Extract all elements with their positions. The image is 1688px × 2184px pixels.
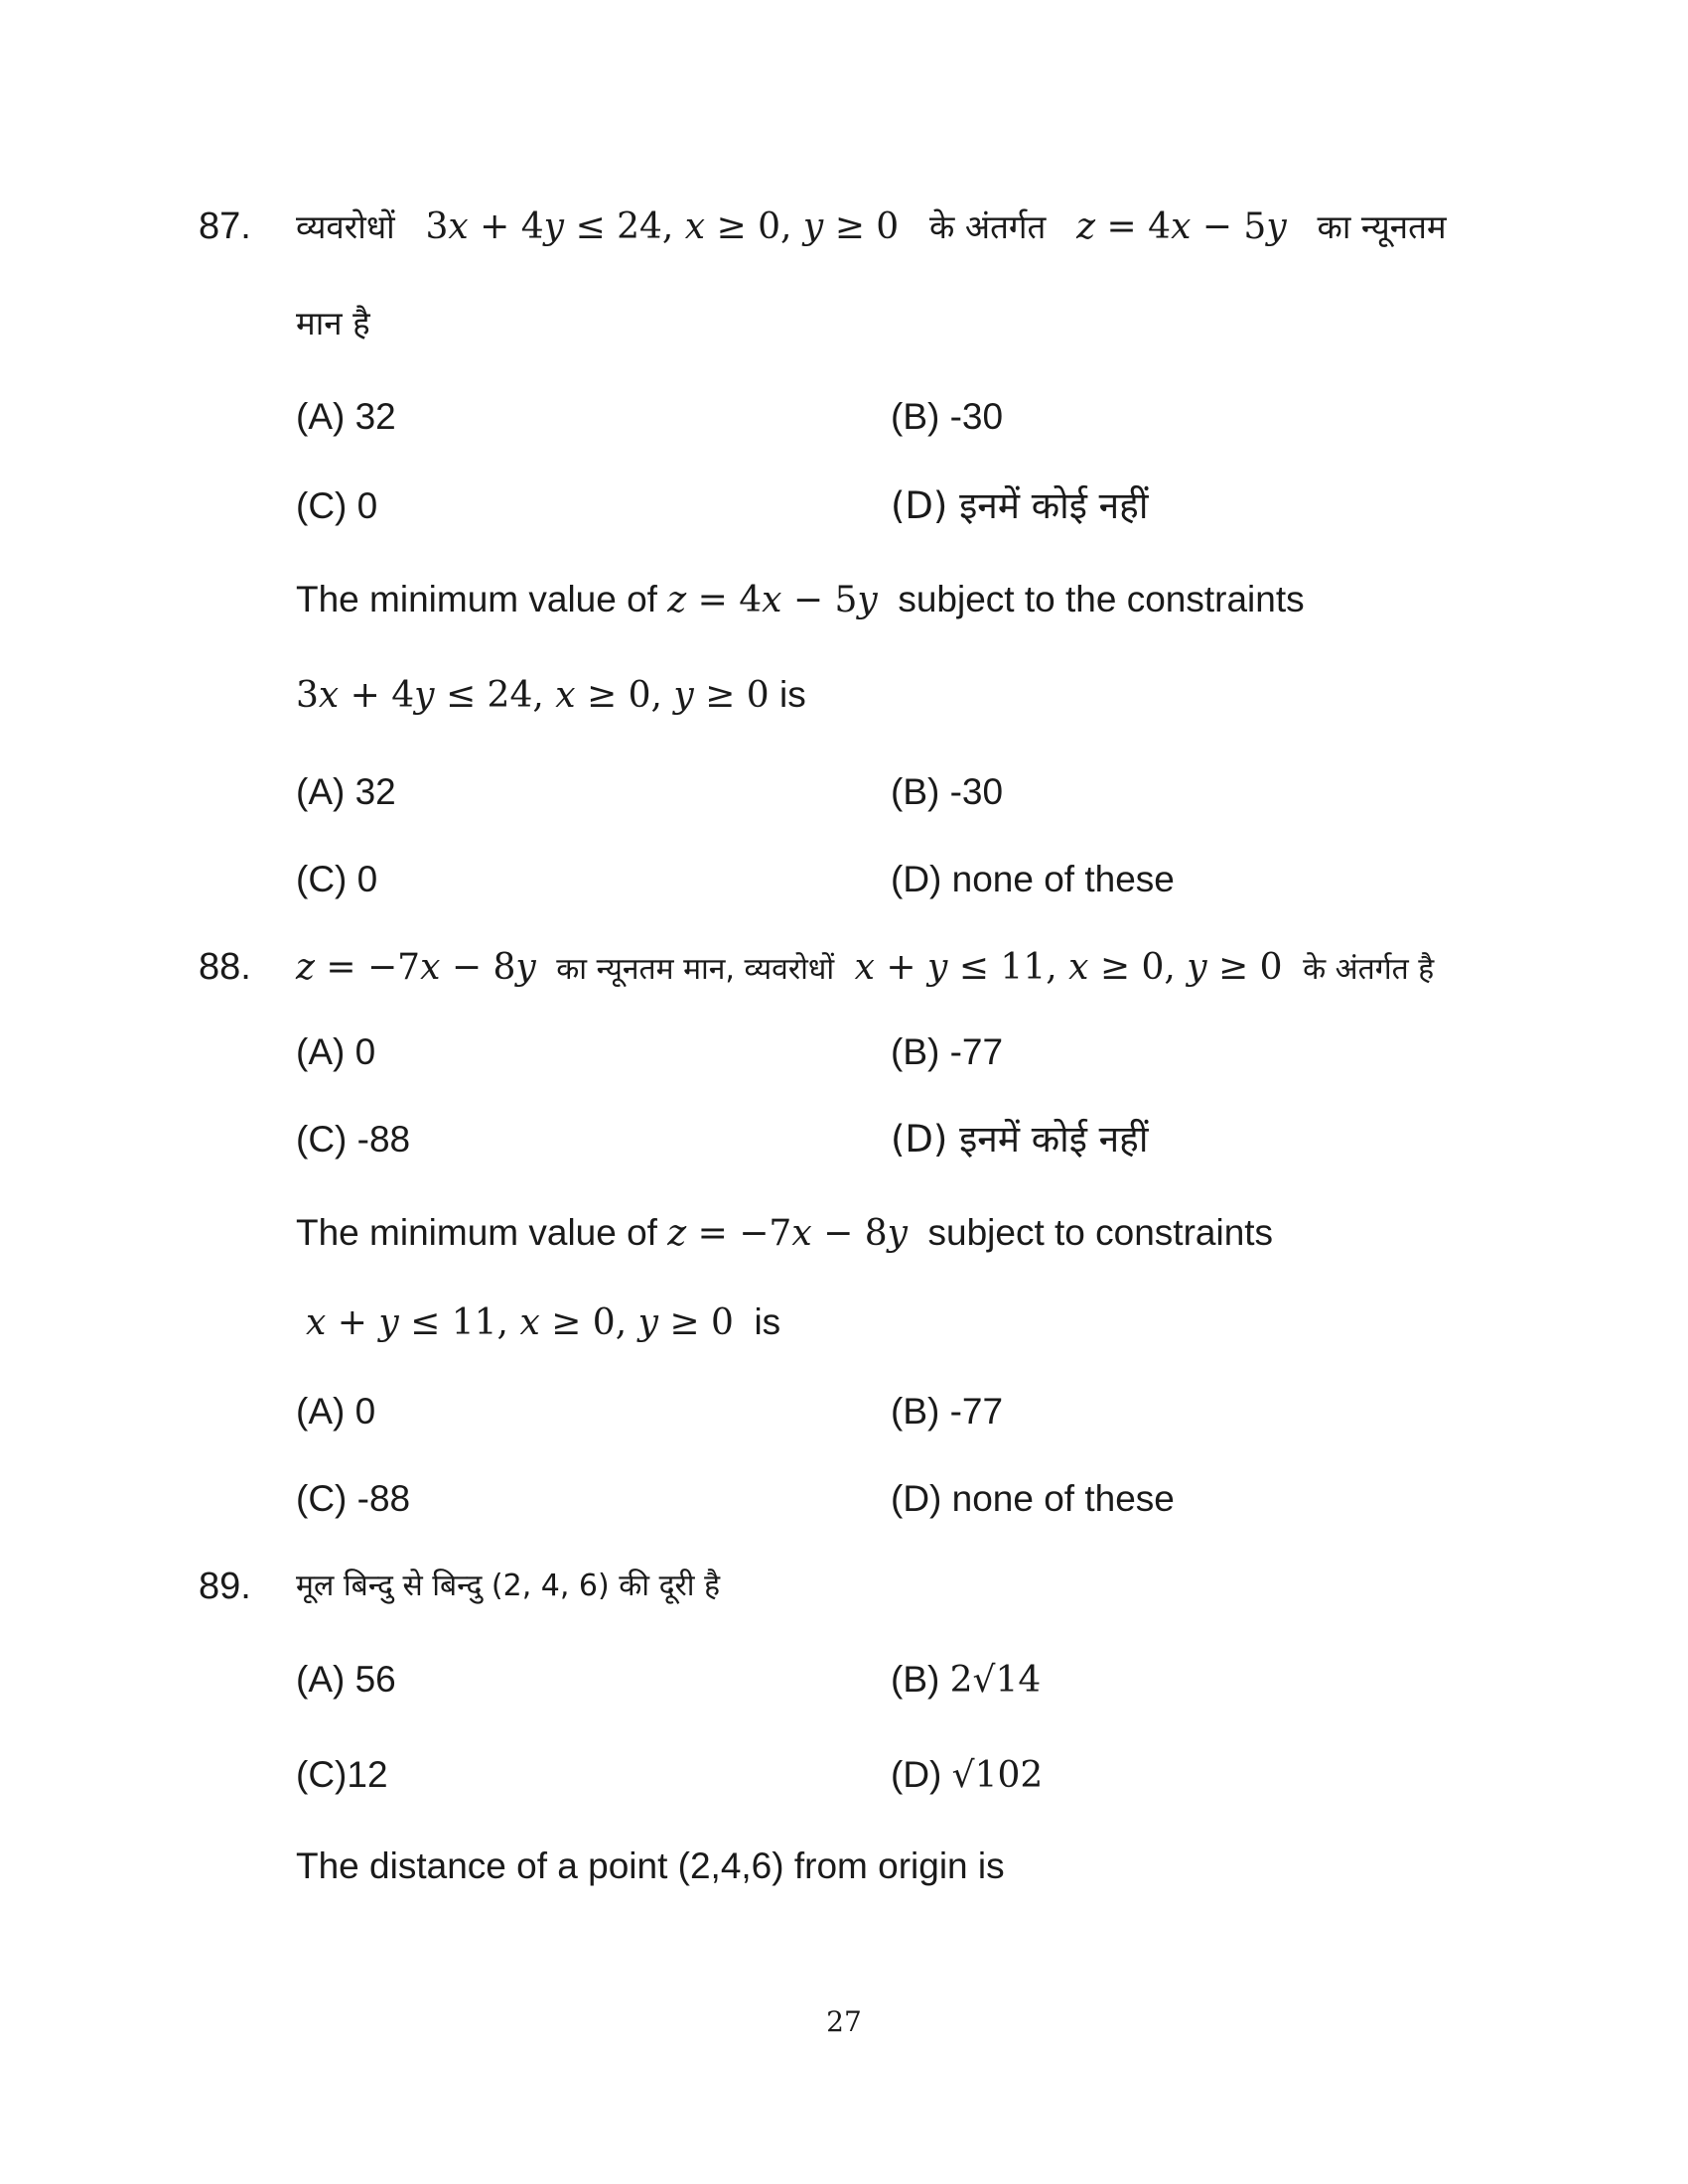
question-87-english-line1 bbox=[296, 576, 1305, 624]
math-expression: 𝑧 = −7𝑥 − 8𝑦 bbox=[667, 1213, 908, 1254]
option-c: (C)12 bbox=[296, 1754, 388, 1795]
hindi-text: व्यवरोधों bbox=[296, 207, 395, 246]
english-text: subject to the constraints bbox=[898, 579, 1305, 619]
question-87-hindi-line2: मान है bbox=[296, 304, 370, 342]
page-number: 27 bbox=[826, 2005, 862, 2038]
math-expression: 𝑧 = 4𝑥 − 5𝑦 bbox=[667, 580, 878, 620]
question-87-english-line2 bbox=[296, 671, 806, 720]
english-text: is bbox=[754, 1301, 781, 1342]
math-expression: 𝑧 = 4𝑥 − 5𝑦 bbox=[1076, 206, 1287, 247]
math-expression: 3𝑥 + 4𝑦 ≤ 24, 𝑥 ≥ 0, 𝑦 ≥ 0 bbox=[296, 675, 770, 716]
math-expression: √102 bbox=[951, 1755, 1044, 1796]
option-b: (B) -77 bbox=[891, 1031, 1004, 1072]
option-b: (B) -77 bbox=[891, 1391, 1004, 1432]
question-number: 88. bbox=[199, 946, 251, 988]
option-d: (D) none of these bbox=[891, 859, 1175, 899]
math-expression: 𝑥 + 𝑦 ≤ 11, 𝑥 ≥ 0, 𝑦 ≥ 0 bbox=[854, 947, 1283, 988]
option-d: (D) इनमें कोई नहीं bbox=[891, 1118, 1149, 1160]
question-89-hindi-line1: मूल बिन्दु से बिन्दु (2, 4, 6) की दूरी है bbox=[296, 1569, 721, 1603]
hindi-text: के अंतर्गत है bbox=[1303, 952, 1435, 987]
option-d bbox=[891, 1751, 1043, 1800]
option-d: (D) इनमें कोई नहीं bbox=[891, 484, 1149, 527]
question-88-english-line1 bbox=[296, 1209, 1273, 1258]
option-d: (D) none of these bbox=[891, 1478, 1175, 1519]
english-text: The minimum value of bbox=[296, 1212, 657, 1253]
math-expression: 𝑥 + 𝑦 ≤ 11, 𝑥 ≥ 0, 𝑦 ≥ 0 bbox=[306, 1302, 734, 1343]
question-number: 89. bbox=[199, 1566, 251, 1607]
english-text: subject to constraints bbox=[927, 1212, 1274, 1253]
option-c: (C) 0 bbox=[296, 485, 378, 526]
option-a: (A) 32 bbox=[296, 771, 396, 812]
question-88-hindi-line1 bbox=[296, 943, 1434, 994]
question-87-hindi-line1 bbox=[296, 203, 1447, 251]
option-b: (B) -30 bbox=[891, 396, 1004, 437]
option-a: (A) 0 bbox=[296, 1031, 376, 1072]
math-expression: 𝑧 = −7𝑥 − 8𝑦 bbox=[296, 947, 536, 988]
english-text: is bbox=[778, 674, 806, 715]
question-88-english-line2 bbox=[306, 1298, 780, 1347]
option-c: (C) 0 bbox=[296, 859, 378, 899]
question-89-english-line1: The distance of a point (2,4,6) from origin is bbox=[296, 1845, 1005, 1886]
hindi-text: का न्यूनतम मान, व्यवरोधों bbox=[556, 952, 835, 987]
math-expression: 3𝑥 + 4𝑦 ≤ 24, 𝑥 ≥ 0, 𝑦 ≥ 0 bbox=[425, 206, 900, 247]
hindi-text: के अंतर्गत bbox=[929, 207, 1047, 246]
option-a: (A) 32 bbox=[296, 396, 396, 437]
option-a: (A) 0 bbox=[296, 1391, 376, 1432]
option-b: (B) -30 bbox=[891, 771, 1004, 812]
option-c: (C) -88 bbox=[296, 1119, 411, 1160]
math-expression: 2√14 bbox=[949, 1660, 1042, 1701]
hindi-text: का न्यूनतम bbox=[1317, 207, 1447, 246]
option-label: (D) bbox=[891, 1754, 942, 1795]
option-c: (C) -88 bbox=[296, 1478, 411, 1519]
english-text: The minimum value of bbox=[296, 579, 657, 619]
option-label: (B) bbox=[891, 1659, 940, 1700]
option-a: (A) 56 bbox=[296, 1659, 396, 1700]
question-number: 87. bbox=[199, 205, 251, 247]
option-b bbox=[891, 1656, 1041, 1705]
